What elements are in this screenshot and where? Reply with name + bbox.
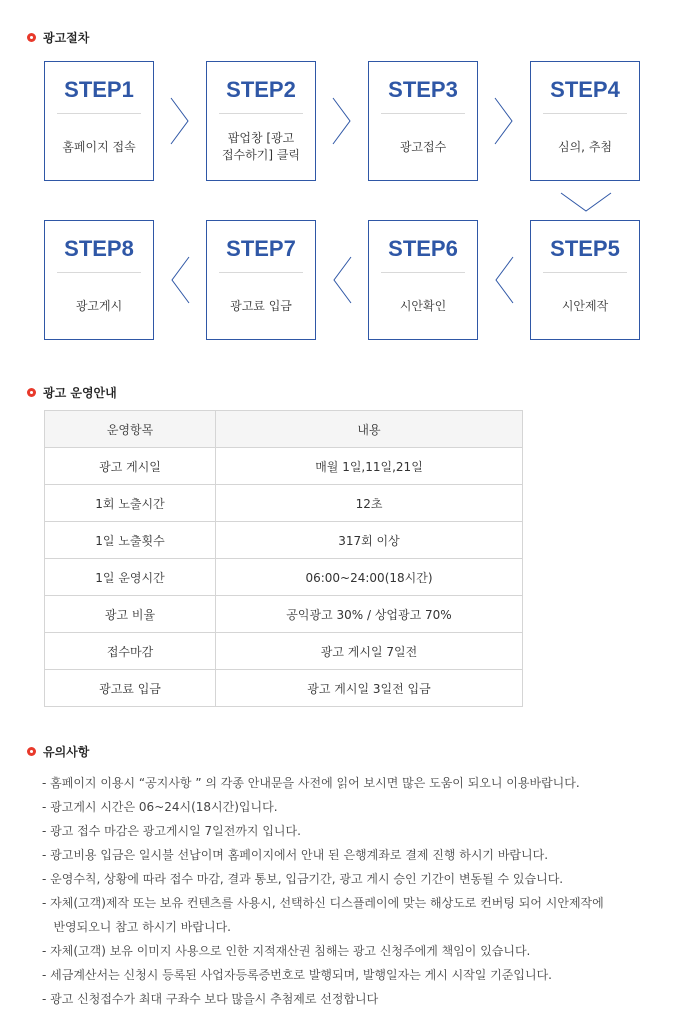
step-6-box <box>368 220 478 340</box>
table-cell-item: 광고 비율 <box>45 596 216 633</box>
table-header-cell: 내용 <box>216 411 523 448</box>
table-row <box>45 522 523 559</box>
step-5-box <box>530 220 640 340</box>
table-cell-content: 광고 게시일 3일전 입금 <box>216 670 523 707</box>
table-row <box>45 596 523 633</box>
step-divider <box>381 113 465 114</box>
bullet-icon <box>27 747 36 756</box>
operation-table <box>44 410 523 707</box>
table-cell-item: 1회 노출시간 <box>45 485 216 522</box>
step-description: 팝업창 [광고 접수하기] 클릭 <box>221 131 301 162</box>
chevron-right-icon <box>330 96 354 146</box>
table-cell-item: 광고 게시일 <box>45 448 216 485</box>
step-8-box <box>44 220 154 340</box>
section-title-operation <box>27 384 117 401</box>
step-divider <box>543 272 627 273</box>
step-label: STEP3 <box>388 77 458 102</box>
step-label: STEP1 <box>64 77 134 102</box>
step-divider <box>381 272 465 273</box>
table-header-row <box>45 411 523 448</box>
table-row <box>45 485 523 522</box>
chevron-left-icon <box>492 255 516 305</box>
list-item: - 광고 접수 마감은 광고게시일 7일전까지 입니다. <box>42 824 301 838</box>
table-cell-content: 공익광고 30% / 상업광고 70% <box>216 596 523 633</box>
step-1-box <box>44 61 154 181</box>
table-cell-content: 광고 게시일 7일전 <box>216 633 523 670</box>
chevron-down-icon <box>559 190 613 214</box>
step-description: 홈페이지 접속 <box>62 139 136 154</box>
step-label: STEP4 <box>550 77 620 102</box>
table-cell-content: 매월 1일,11일,21일 <box>216 448 523 485</box>
chevron-left-icon <box>168 255 192 305</box>
list-item: - 자체(고객)제작 또는 보유 컨텐츠를 사용시, 선택하신 디스플레이에 맞는 해상도로 컨버팅 되어 시안제작에 <box>42 896 604 910</box>
step-description: 광고게시 <box>75 298 123 313</box>
table-row <box>45 448 523 485</box>
step-4-box <box>530 61 640 181</box>
table-cell-item: 접수마감 <box>45 633 216 670</box>
step-label: STEP6 <box>388 236 458 261</box>
chevron-right-icon <box>492 96 516 146</box>
section-title-notice <box>27 743 89 760</box>
list-item: - 광고게시 시간은 06~24시(18시간)입니다. <box>42 800 278 814</box>
list-item: - 운영수칙, 상황에 따라 접수 마감, 결과 통보, 입금기간, 광고 게시 승인 기간이 변동될 수 있습니다. <box>42 872 564 886</box>
list-item: - 광고 신청접수가 최대 구좌수 보다 많을시 추첨제로 선정합니다 <box>42 992 379 1006</box>
chevron-right-icon <box>168 96 192 146</box>
list-item: - 세금계산서는 신청시 등록된 사업자등록증번호로 발행되며, 발행일자는 게시 시작일 기준입니다. <box>42 968 552 982</box>
table-row <box>45 559 523 596</box>
table-header-cell: 운영항목 <box>45 411 216 448</box>
bullet-icon <box>27 388 36 397</box>
step-divider <box>219 272 303 273</box>
table-cell-content: 12초 <box>216 485 523 522</box>
section-title-text: 유의사항 <box>43 745 90 759</box>
step-divider <box>57 272 141 273</box>
list-item: - 홈페이지 이용시 “공지사항 ” 의 각종 안내문을 사전에 읽어 보시면 많은 도움이 되오니 이용바랍니다. <box>42 776 580 790</box>
step-label: STEP8 <box>64 236 134 261</box>
section-title-procedure <box>27 29 89 46</box>
step-7-box <box>206 220 316 340</box>
step-2-box <box>206 61 316 181</box>
bullet-icon <box>27 33 36 42</box>
section-title-text: 광고절차 <box>43 31 90 45</box>
step-3-box <box>368 61 478 181</box>
list-item: 반영되오니 참고 하시기 바랍니다. <box>42 920 231 934</box>
list-item: - 자체(고객) 보유 이미지 사용으로 인한 지적재산권 침해는 광고 신청주에게 책임이 있습니다. <box>42 944 531 958</box>
step-divider <box>219 113 303 114</box>
notice-list <box>42 771 682 1011</box>
step-divider <box>543 113 627 114</box>
table-cell-content: 317회 이상 <box>216 522 523 559</box>
step-description: 광고료 입금 <box>230 298 292 313</box>
table-cell-item: 1일 노출횟수 <box>45 522 216 559</box>
table-cell-item: 1일 운영시간 <box>45 559 216 596</box>
table-cell-item: 광고료 입금 <box>45 670 216 707</box>
section-title-text: 광고 운영안내 <box>43 386 117 400</box>
step-description: 시안확인 <box>399 298 447 313</box>
step-description: 광고접수 <box>399 139 447 154</box>
step-divider <box>57 113 141 114</box>
table-row <box>45 670 523 707</box>
step-description: 심의, 추첨 <box>558 139 612 154</box>
step-label: STEP5 <box>550 236 620 261</box>
chevron-left-icon <box>330 255 354 305</box>
step-label: STEP7 <box>226 236 296 261</box>
list-item: - 광고비용 입금은 일시불 선납이며 홈페이지에서 안내 된 은행계좌로 결제 진행 하시기 바랍니다. <box>42 848 549 862</box>
step-label: STEP2 <box>226 77 296 102</box>
table-cell-content: 06:00~24:00(18시간) <box>216 559 523 596</box>
step-description: 시안제작 <box>561 298 609 313</box>
table-row <box>45 633 523 670</box>
